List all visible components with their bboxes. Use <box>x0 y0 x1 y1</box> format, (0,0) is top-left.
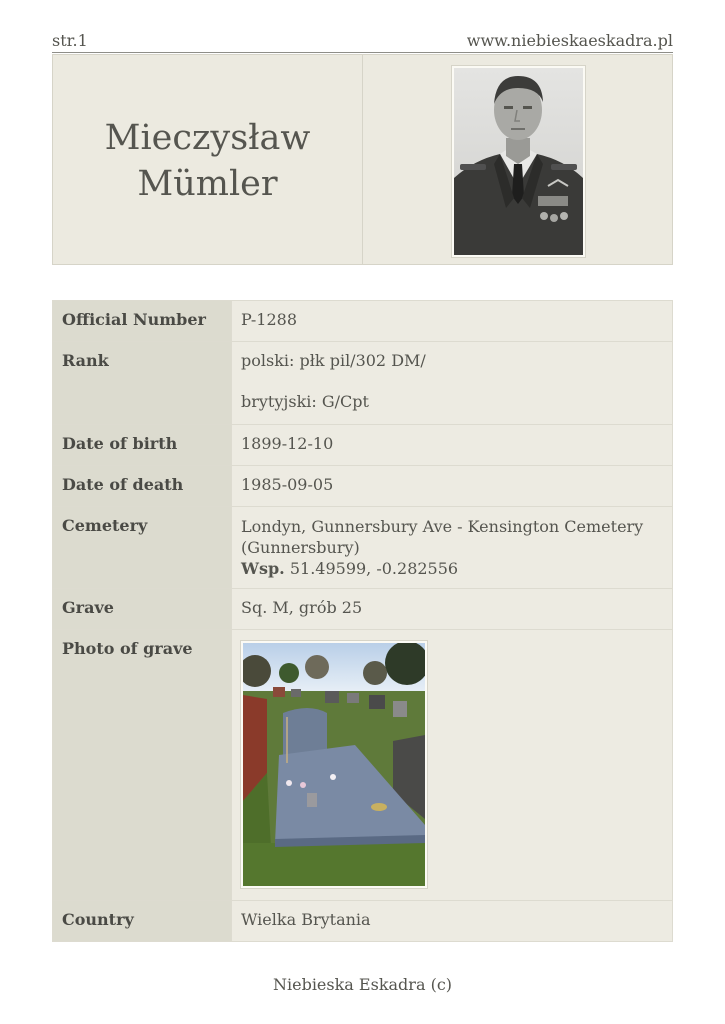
cemetery-line1: Londyn, Gunnersbury Ave - Kensington Cemetery <box>241 517 644 536</box>
footer-copyright: Niebieska Eskadra (c) <box>272 975 453 994</box>
photo-label: Photo of grave <box>53 630 232 901</box>
row-official-number <box>53 301 673 342</box>
rank-polish: polski: płk pil/302 DM/ <box>241 351 426 370</box>
death-value: 1985-09-05 <box>232 466 673 507</box>
birth-value: 1899-12-10 <box>232 425 673 466</box>
grave-photo[interactable] <box>241 641 427 888</box>
country-label: Country <box>53 901 232 942</box>
death-label: Date of death <box>53 466 232 507</box>
row-death <box>53 466 673 507</box>
country-value: Wielka Brytania <box>232 901 673 942</box>
photo-cell <box>232 630 673 901</box>
cemetery-coordinates <box>241 558 663 579</box>
grave-label: Grave <box>53 589 232 630</box>
portrait-photo <box>452 66 585 257</box>
row-cemetery <box>53 507 673 589</box>
site-url[interactable]: www.niebieskaeskadra.pl <box>466 31 673 50</box>
row-grave <box>53 589 673 630</box>
rank-label: Rank <box>53 342 232 425</box>
coords-label: Wsp. <box>241 559 285 578</box>
coords-value[interactable]: 51.49599, -0.282556 <box>289 559 459 578</box>
row-birth <box>53 425 673 466</box>
person-name <box>53 115 362 207</box>
details-table <box>52 300 673 942</box>
cemetery-value <box>232 507 673 589</box>
row-photo <box>53 630 673 901</box>
birth-label: Date of birth <box>53 425 232 466</box>
last-name: Mümler <box>137 164 278 204</box>
official-number-label: Official Number <box>53 301 232 342</box>
header-rule <box>52 52 673 53</box>
grave-value: Sq. M, grób 25 <box>232 589 673 630</box>
header-divider <box>362 55 363 264</box>
row-rank <box>53 342 673 425</box>
rank-value <box>232 342 673 425</box>
first-name: Mieczysław <box>104 118 311 158</box>
rank-british: brytyjski: G/Cpt <box>241 392 369 411</box>
cemetery-label: Cemetery <box>53 507 232 589</box>
row-country <box>53 901 673 942</box>
cemetery-line2: (Gunnersbury) <box>241 538 360 557</box>
official-number-value: P-1288 <box>232 301 673 342</box>
page-number: str.1 <box>52 31 88 50</box>
person-header <box>52 54 673 265</box>
